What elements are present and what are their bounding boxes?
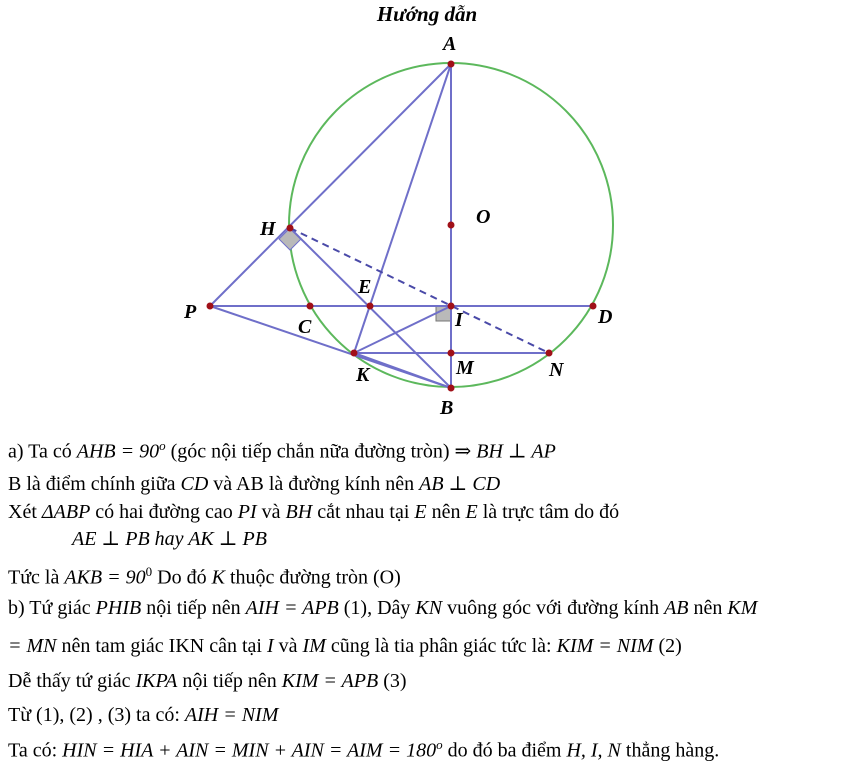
solution-line-6: b) Tứ giác PHIB nội tiếp nên AIH = APB (1), Dây KN vuông góc với đường kính AB nên KM: [8, 597, 758, 619]
label-c: C: [298, 316, 312, 338]
solution-line-4: AE ⊥ PB hay AK ⊥ PB: [72, 528, 267, 550]
point-c: [307, 303, 314, 310]
point-d: [590, 303, 597, 310]
solution-line-5: Tức là AKB = $90^0$ Do đó K thuộc đường tròn (O): [8, 564, 401, 589]
point-i: [448, 303, 455, 310]
label-h: H: [260, 218, 276, 240]
point-b: [448, 385, 455, 392]
point-e: [367, 303, 374, 310]
label-o: O: [476, 206, 491, 228]
point-n: [546, 350, 553, 357]
label-n: N: [549, 359, 564, 381]
label-d: D: [598, 306, 613, 328]
label-b: B: [440, 397, 454, 419]
point-m: [448, 350, 455, 357]
solution-line-9: Từ (1), (2) , (3) ta có: AIH = NIM: [8, 704, 279, 726]
point-o: [448, 222, 455, 229]
solution-line-1: a) Ta có AHB = $90^o$ (góc nội tiếp chắn nữa đường tròn) ⇒ BH ⊥ AP: [8, 438, 556, 463]
solution-line-8: Dễ thấy tứ giác IKPA nội tiếp nên KIM = APB (3): [8, 670, 407, 692]
label-m: M: [456, 357, 474, 379]
solution-line-10: Ta có: HIN = HIA + AIN = MIN + AIN = AIM = $180^o$ do đó ba điểm H, I, N thẳng hàng.: [8, 737, 720, 762]
solution-line-2: B là điểm chính giữa CD và AB là đường kính nên AB ⊥ CD: [8, 473, 501, 495]
solution-line-3: Xét ΔABP có hai đường cao PI và BH cắt nhau tại E nên E là trực tâm do đó: [8, 501, 620, 523]
point-a: [448, 61, 455, 68]
label-k: K: [356, 364, 370, 386]
label-a: A: [443, 33, 457, 55]
point-k: [351, 350, 358, 357]
point-h: [287, 225, 294, 232]
label-e: E: [358, 276, 372, 298]
solution-line-7: = MN nên tam giác IKN cân tại I và IM cũng là tia phân giác tức là: KIM = NIM (2): [8, 635, 682, 657]
label-i: I: [455, 309, 463, 331]
label-p: P: [184, 301, 197, 323]
dashed-line-hn: [290, 228, 549, 353]
point-p: [207, 303, 214, 310]
heading: Hướng dẫn: [376, 2, 478, 26]
